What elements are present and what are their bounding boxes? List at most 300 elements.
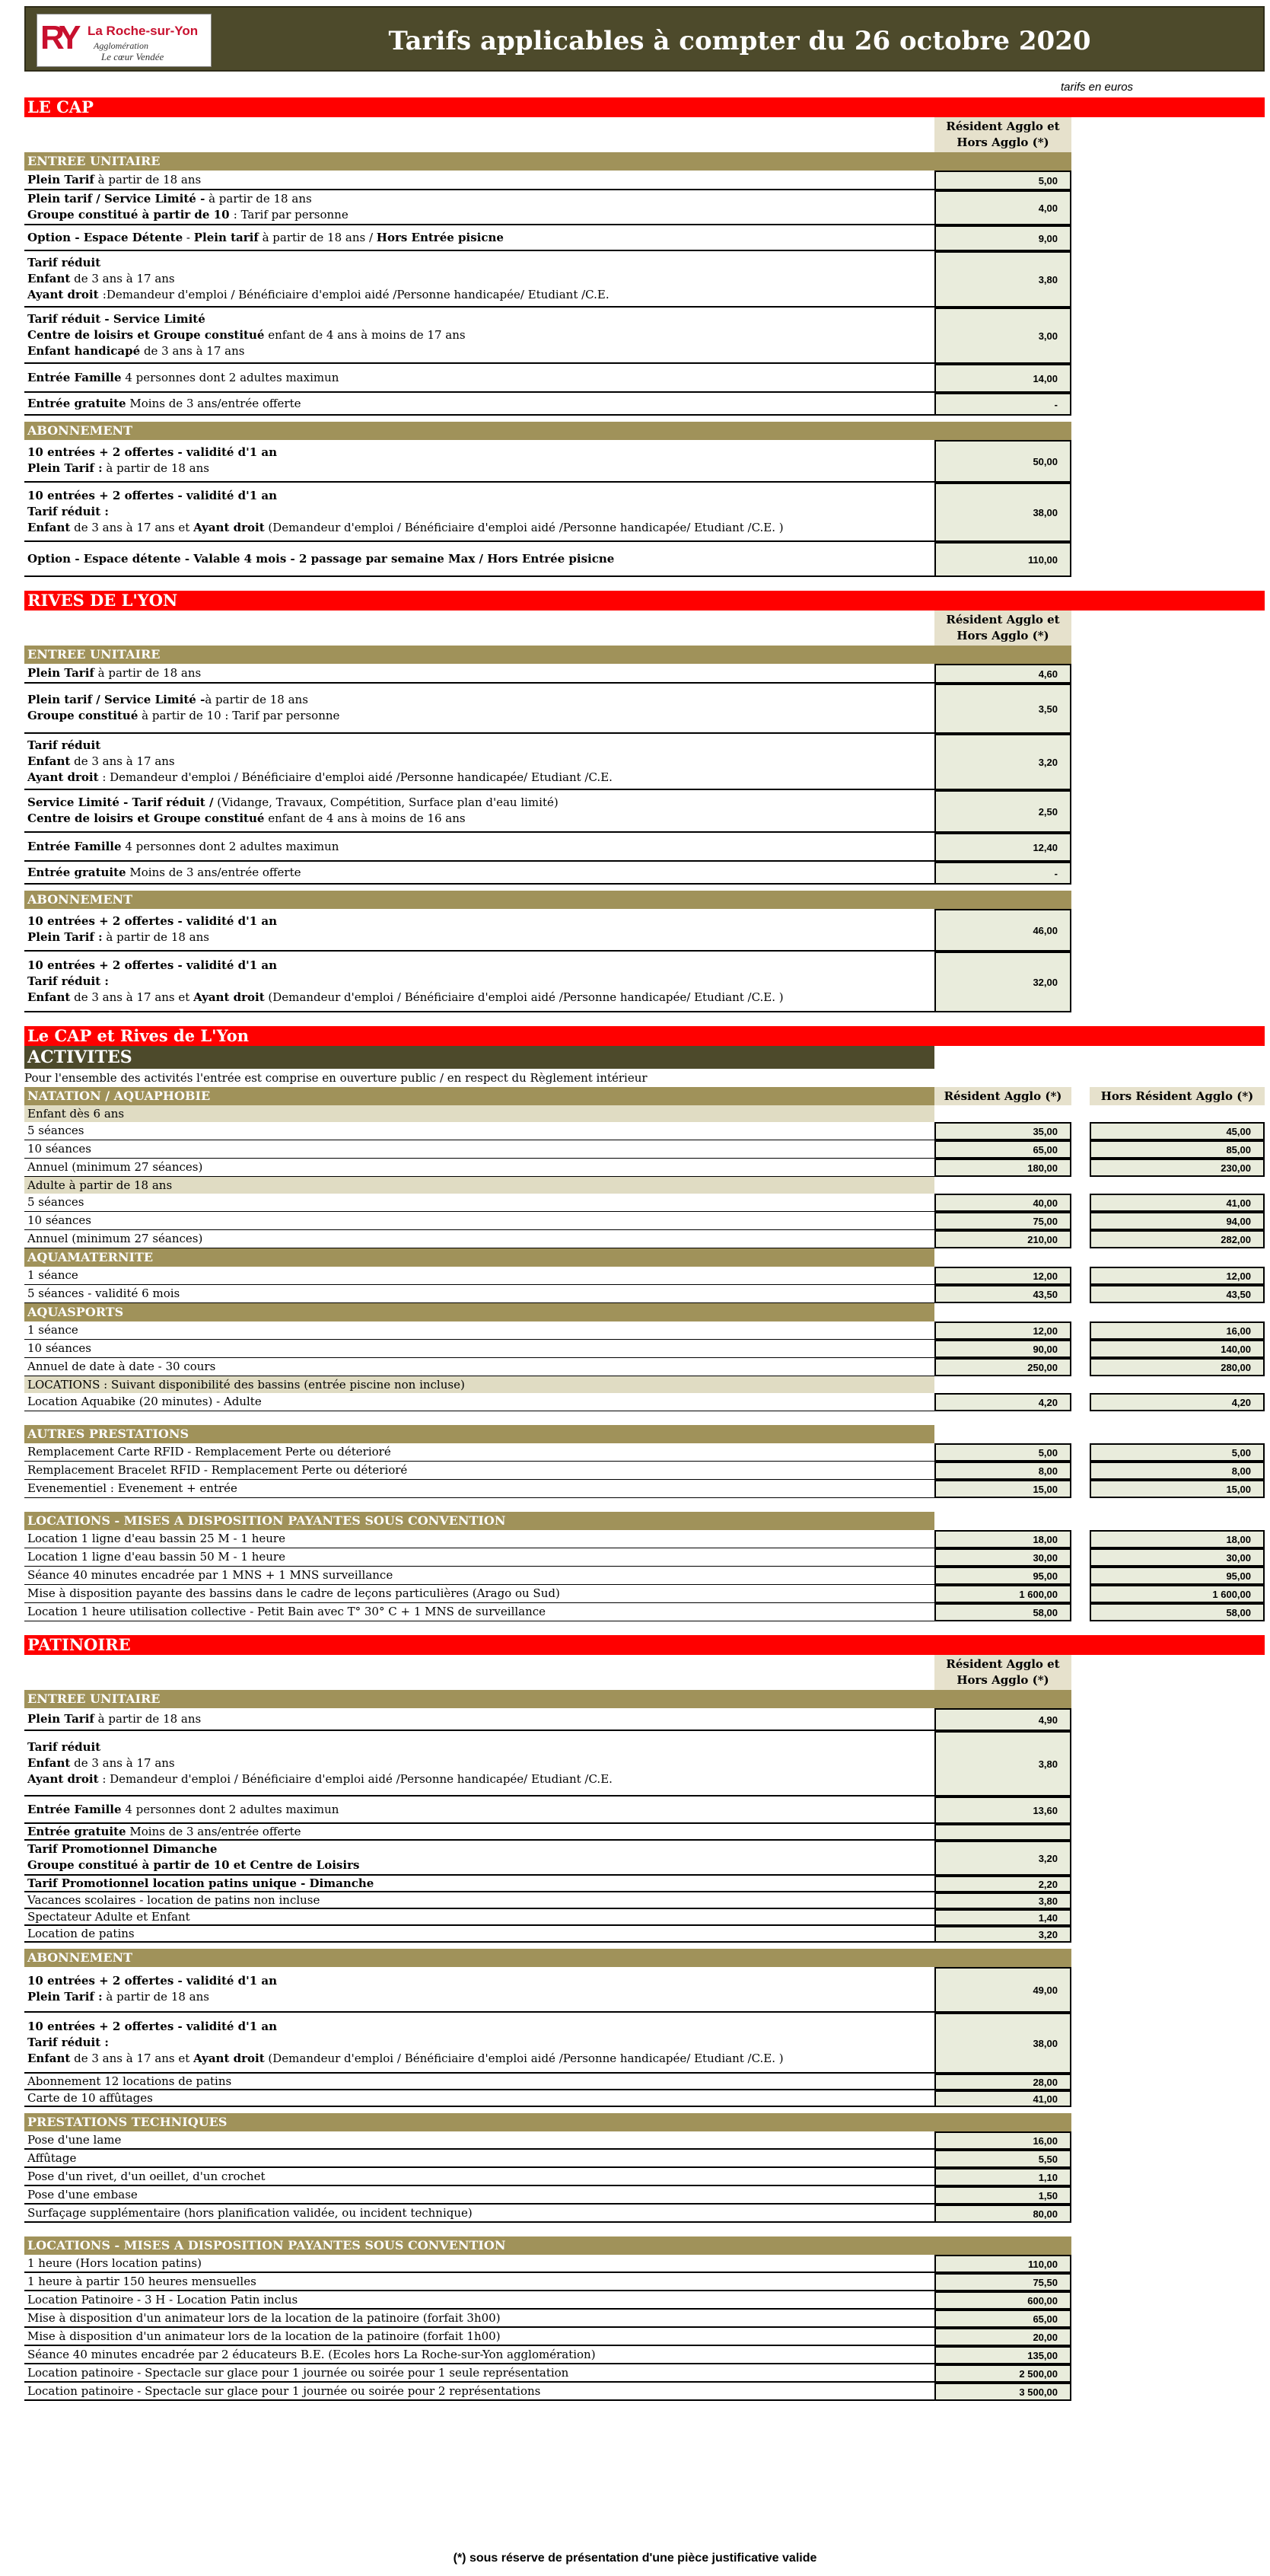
label-strong: Entrée gratuite [27,1824,126,1838]
column-hors-resident: Hors Résident Agglo (*) [1090,1087,1265,1105]
label-strong: Entrée Famille [27,839,122,853]
price-value: - [934,862,1071,885]
price-label [24,909,934,952]
column-resident-both: Résident Agglo et Hors Agglo (*) [934,117,1071,152]
label-text: de 3 ans à 17 ans et [70,520,194,534]
label-text: à partir de 18 ans [94,172,202,187]
label-text: : Tarif par personne [233,208,349,222]
price-row [24,862,1265,885]
price-value: 49,00 [934,1967,1071,2013]
price-row [24,1892,1265,1909]
price-value [934,1824,1071,1841]
activity-label: Annuel (minimum 27 séances) [24,1230,934,1248]
label-text: Carte de 10 affûtages [27,2090,153,2105]
price-label [24,2364,934,2383]
label-strong: Groupe constitué à partir de 10 et Centre de Loisirs [27,1858,360,1872]
price-value: 75,50 [934,2273,1071,2291]
label-strong: Ayant droit [193,2051,265,2065]
price-hors-resident: 1 600,00 [1090,1585,1265,1603]
column-resident-both: Résident Agglo et Hors Agglo (*) [934,611,1071,646]
activity-row [24,1585,1265,1603]
subcategory-label: Adulte à partir de 18 ans [24,1177,934,1194]
price-value: - [934,393,1071,416]
price-hors-resident: 15,00 [1090,1480,1265,1498]
price-label [24,862,934,885]
label-text: à partir de 18 ans [94,1711,202,1726]
activity-label: 5 séances [24,1122,934,1140]
label-text: : Demandeur d'emploi / Bénéficiaire d'emploi aidé /Personne handicapée/ Etudiant /C.E. [98,770,613,784]
activity-row [24,1443,1265,1462]
label-strong: Entrée Famille [27,370,122,384]
activity-label: Remplacement Bracelet RFID - Remplacement Perte ou déterioré [24,1462,934,1480]
price-resident: 18,00 [934,1530,1071,1548]
price-value: 65,00 [934,2310,1071,2328]
price-value: 1,40 [934,1909,1071,1926]
label-strong: Entrée gratuite [27,865,126,879]
label-strong: 10 entrées + 2 offertes - validité d'1 an [27,488,278,502]
price-value: 3,00 [934,308,1071,364]
price-label [24,2328,934,2346]
price-label [24,225,934,251]
label-text: Affûtage [27,2150,77,2165]
activity-label: Location 1 heure utilisation collective - Petit Bain avec T° 30° C + 1 MNS de surveillance [24,1603,934,1621]
price-value: 12,40 [934,833,1071,862]
label-text: Moins de 3 ans/entrée offerte [126,865,301,879]
category-label: NATATION / AQUAPHOBIE [24,1087,934,1105]
price-label [24,664,934,684]
price-row [24,440,1265,483]
price-label [24,2273,934,2291]
footnote: (*) sous réserve de présentation d'une pièce justificative valide [453,2552,817,2565]
price-label [24,1708,934,1731]
label-strong: 10 entrées + 2 offertes - validité d'1 an [27,1974,278,1988]
category-band [24,1087,1265,1105]
category-band-fill [934,2113,1071,2131]
label-strong: Hors Entrée pisicne [376,230,504,244]
section-title: RIVES DE L'YON [24,591,1265,611]
logo-sub: Agglomération [94,40,148,51]
price-row [24,225,1265,251]
subcategory-label: Enfant dès 6 ans [24,1105,934,1122]
price-hors-resident: 94,00 [1090,1212,1265,1230]
activity-label: 10 séances [24,1212,934,1230]
activities-title-row [24,1046,1265,1069]
activity-row [24,1212,1265,1230]
price-label [24,790,934,833]
activity-row [24,1462,1265,1480]
price-resident: 8,00 [934,1462,1071,1480]
price-value: 3,50 [934,684,1071,734]
price-hors-resident: 85,00 [1090,1140,1265,1159]
price-row [24,483,1265,542]
price-label [24,684,934,734]
label-text: : Demandeur d'emploi / Bénéficiaire d'emploi aidé /Personne handicapée/ Etudiant /C.E. [98,1771,613,1786]
price-value: 3,80 [934,1731,1071,1797]
activity-label: 1 séance [24,1267,934,1285]
label-text: Surfaçage supplémentaire (hors planification validée, ou incident technique) [27,2205,473,2220]
price-label [24,364,934,393]
price-hors-resident: 45,00 [1090,1122,1265,1140]
label-text: de 3 ans à 17 ans [140,343,245,358]
label-strong: Enfant [27,271,71,285]
price-label [24,483,934,542]
activity-row [24,1393,1265,1411]
price-label [24,190,934,225]
price-hors-resident: 4,20 [1090,1393,1265,1411]
section-title: LE CAP [24,97,1265,117]
label-strong: Plein Tarif [27,1711,94,1726]
label-text: Abonnement 12 locations de patins [27,2074,232,2088]
price-row [24,171,1265,190]
category-band-fill [934,891,1071,909]
category-label: ENTREE UNITAIRE [24,646,934,664]
price-hors-resident: 43,50 [1090,1285,1265,1303]
activity-row [24,1285,1265,1303]
price-row [24,1797,1265,1824]
price-hors-resident: 12,00 [1090,1267,1265,1285]
label-strong: Tarif réduit : [27,2035,109,2049]
price-label [24,251,934,308]
label-strong: Plein tarif [193,230,259,244]
label-text: enfant de 4 ans à moins de 17 ans [264,327,466,342]
price-hors-resident: 41,00 [1090,1194,1265,1212]
label-text: Séance 40 minutes encadrée par 2 éducateurs B.E. (Ecoles hors La Roche-sur-Yon agglomération) [27,2347,596,2361]
label-strong: Enfant handicapé [27,343,141,358]
price-row [24,1824,1265,1841]
label-text: à partir de 10 : Tarif par personne [138,709,340,722]
price-label [24,1909,934,1926]
label-text: - [183,230,194,244]
price-label [24,2090,934,2107]
label-text: de 3 ans à 17 ans et [70,2051,194,2065]
price-hors-resident: 8,00 [1090,1462,1265,1480]
price-resident: 12,00 [934,1267,1071,1285]
price-value: 3,20 [934,734,1071,790]
label-text: à partir de 18 ans / [258,230,377,244]
price-row [24,1708,1265,1731]
section-title: PATINOIRE [24,1635,1265,1655]
label-text: Location patinoire - Spectacle sur glace pour 1 journée ou soirée pour 1 seule représentation [27,2365,569,2380]
activity-label: Annuel (minimum 27 séances) [24,1159,934,1177]
label-strong: Plein Tarif : [27,1990,103,2004]
price-row [24,2310,1265,2328]
price-row [24,664,1265,684]
price-value: 3,20 [934,1926,1071,1943]
activity-row [24,1340,1265,1358]
label-text: de 3 ans à 17 ans [70,754,175,768]
label-text: Moins de 3 ans/entrée offerte [126,1824,301,1838]
label-text: Spectateur Adulte et Enfant [27,1909,190,1924]
price-label [24,2346,934,2364]
category-band-fill [934,646,1071,664]
label-text: Location Patinoire - 3 H - Location Patin inclus [27,2292,298,2307]
label-strong: Tarif réduit : [27,974,109,988]
label-text: Mise à disposition d'un animateur lors de la location de la patinoire (forfait 1h00) [27,2329,501,2343]
price-row [24,790,1265,833]
price-value: 5,00 [934,171,1071,190]
price-value: 3 500,00 [934,2383,1071,2401]
category-label: PRESTATIONS TECHNIQUES [24,2113,934,2131]
category-label: ABONNEMENT [24,1949,934,1967]
category-band-fill [934,2236,1071,2255]
label-text: Mise à disposition d'un animateur lors de la location de la patinoire (forfait 3h00) [27,2310,501,2325]
activity-row [24,1159,1265,1177]
price-row [24,2131,1265,2150]
price-resident: 15,00 [934,1480,1071,1498]
price-value: 80,00 [934,2205,1071,2223]
price-label [24,2291,934,2310]
price-value: 3,80 [934,251,1071,308]
price-hors-resident: 140,00 [1090,1340,1265,1358]
label-strong: Tarif réduit - Service Limité [27,311,205,326]
price-label [24,1892,934,1909]
price-value: 9,00 [934,225,1071,251]
page-header [24,6,1265,72]
price-resident: 5,00 [934,1443,1071,1462]
label-strong: 10 entrées + 2 offertes - validité d'1 an [27,445,278,459]
price-label [24,2310,934,2328]
price-value: 32,00 [934,952,1071,1012]
label-strong: 10 entrées + 2 offertes - validité d'1 an [27,914,278,928]
category-band-fill [934,1690,1071,1708]
column-resident-both: Résident Agglo et Hors Agglo (*) [934,1655,1071,1690]
label-strong: Ayant droit [27,770,99,784]
label-strong: 10 entrées + 2 offertes - validité d'1 an [27,2019,278,2033]
label-text: 4 personnes dont 2 adultes maximun [121,839,339,853]
price-resident: 58,00 [934,1603,1071,1621]
price-resident: 210,00 [934,1230,1071,1248]
label-text: (Demandeur d'emploi / Bénéficiaire d'emploi aidé /Personne handicapée/ Etudiant /C.E. ) [264,520,784,534]
activity-label: Annuel de date à date - 30 cours [24,1358,934,1376]
label-text: 4 personnes dont 2 adultes maximun [121,1802,339,1816]
activity-row [24,1267,1265,1285]
price-row [24,2383,1265,2401]
price-row [24,190,1265,225]
category-band [24,1248,1265,1267]
label-strong: Ayant droit [27,287,103,301]
label-text: Pose d'un rivet, d'un oeillet, d'un crochet [27,2169,266,2183]
activity-row [24,1122,1265,1140]
label-strong: Enfant [27,990,71,1004]
price-value: 2,20 [934,1876,1071,1892]
label-strong: 10 entrées + 2 offertes - validité d'1 an [27,958,278,972]
activity-row [24,1603,1265,1621]
category-label: AUTRES PRESTATIONS [24,1425,934,1443]
price-value: 2 500,00 [934,2364,1071,2383]
label-strong: Plein tarif / Service Limité - [27,693,205,706]
price-label [24,2150,934,2168]
price-row [24,251,1265,308]
price-row [24,2346,1265,2364]
price-label [24,440,934,483]
category-label: LOCATIONS - MISES A DISPOSITION PAYANTES SOUS CONVENTION [24,2236,934,2255]
price-hors-resident: 58,00 [1090,1603,1265,1621]
price-value: 5,50 [934,2150,1071,2168]
category-label: LOCATIONS - MISES A DISPOSITION PAYANTES SOUS CONVENTION [24,1512,934,1530]
price-row [24,2291,1265,2310]
category-band [24,422,1265,440]
activity-label: Séance 40 minutes encadrée par 1 MNS + 1 MNS surveillance [24,1567,934,1585]
price-row [24,2090,1265,2107]
price-value: 46,00 [934,909,1071,952]
section-title: Le CAP et Rives de L'Yon [24,1026,1265,1046]
category-band [24,1425,1265,1443]
label-text: Moins de 3 ans/entrée offerte [126,396,301,410]
label-text: à partir de 18 ans [102,1990,209,2004]
price-label [24,2074,934,2090]
price-label [24,1731,934,1797]
price-row [24,1909,1265,1926]
label-strong: Tarif réduit [27,1739,101,1754]
price-label [24,308,934,364]
label-text: Location de patins [27,1926,135,1940]
label-strong: Enfant [27,520,71,534]
label-strong: Tarif réduit : [27,504,109,518]
activity-row [24,1567,1265,1585]
price-row [24,2255,1265,2273]
label-strong: Plein Tarif [27,665,94,680]
price-row [24,1876,1265,1892]
category-label: AQUAMATERNITE [24,1248,934,1267]
price-row [24,2273,1265,2291]
label-text: :Demandeur d'emploi / Bénéficiaire d'emploi aidé /Personne handicapée/ Etudiant /C.E. [102,287,610,301]
price-label [24,1967,934,2013]
label-text: de 3 ans à 17 ans [70,271,175,285]
price-row [24,1967,1265,2013]
subcategory-row [24,1177,1265,1194]
price-value: 4,60 [934,664,1071,684]
price-row [24,909,1265,952]
column-header-row [24,611,1265,646]
price-value: 38,00 [934,2013,1071,2074]
price-resident: 30,00 [934,1548,1071,1567]
price-hors-resident: 230,00 [1090,1159,1265,1177]
activity-label: Mise à disposition payante des bassins dans le cadre de leçons particulières (Arago ou Sud) [24,1585,934,1603]
price-label [24,393,934,416]
label-strong: Centre de loisirs et Groupe constitué [27,327,265,342]
label-strong: Tarif réduit [27,255,101,269]
activity-label: Location 1 ligne d'eau bassin 50 M - 1 heure [24,1548,934,1567]
activity-row [24,1548,1265,1567]
price-row [24,2328,1265,2346]
activity-row [24,1480,1265,1498]
label-text: 1 heure (Hors location patins) [27,2256,202,2270]
label-text: à partir de 18 ans [205,693,308,706]
label-strong: Plein Tarif : [27,930,103,944]
price-row [24,833,1265,862]
price-resident: 43,50 [934,1285,1071,1303]
label-strong: Plein Tarif [27,172,94,187]
column-header-row [24,117,1265,152]
label-strong: Tarif Promotionnel location patins unique - Dimanche [27,1876,374,1890]
price-label [24,2255,934,2273]
label-text: de 3 ans à 17 ans et [70,990,194,1004]
label-strong: Groupe constitué à partir de 10 [27,208,234,222]
label-strong: Centre de loisirs et Groupe constitué [27,811,265,825]
label-text: enfant de 4 ans à moins de 16 ans [264,811,466,825]
price-label [24,734,934,790]
price-value: 20,00 [934,2328,1071,2346]
price-row [24,308,1265,364]
category-band [24,646,1265,664]
price-label [24,2186,934,2205]
price-row [24,1731,1265,1797]
price-label [24,2131,934,2150]
activity-label: 5 séances - validité 6 mois [24,1285,934,1303]
price-resident: 250,00 [934,1358,1071,1376]
price-label [24,2168,934,2186]
price-row [24,684,1265,734]
price-value: 16,00 [934,2131,1071,2150]
label-strong: Tarif réduit [27,738,101,752]
price-value: 28,00 [934,2074,1071,2090]
price-row [24,2205,1265,2223]
price-row [24,2150,1265,2168]
activity-label: Evenementiel : Evenement + entrée [24,1480,934,1498]
category-label: AQUASPORTS [24,1303,934,1321]
price-resident: 40,00 [934,1194,1071,1212]
price-label [24,952,934,1012]
category-label: ABONNEMENT [24,891,934,909]
subcategory-row [24,1376,1265,1393]
label-text: à partir de 18 ans [205,192,312,206]
price-row [24,2364,1265,2383]
logo-mark: RY [40,19,77,56]
price-row [24,2074,1265,2090]
activity-row [24,1194,1265,1212]
price-hors-resident: 95,00 [1090,1567,1265,1585]
currency-note: tarifs en euros [1061,81,1134,94]
price-label [24,1841,934,1876]
activity-label: Remplacement Carte RFID - Remplacement Perte ou déterioré [24,1443,934,1462]
category-band-fill [934,152,1071,171]
price-value: 1,50 [934,2186,1071,2205]
price-value: 135,00 [934,2346,1071,2364]
price-value: 13,60 [934,1797,1071,1824]
label-strong: Enfant [27,754,71,768]
activity-label: 10 séances [24,1140,934,1159]
price-row [24,542,1265,577]
label-strong: Entrée Famille [27,1802,122,1816]
price-row [24,952,1265,1012]
price-hors-resident: 280,00 [1090,1358,1265,1376]
price-row [24,1841,1265,1876]
category-band [24,1690,1265,1708]
price-value: 110,00 [934,542,1071,577]
label-strong: Tarif Promotionnel Dimanche [27,1842,218,1856]
price-value: 2,50 [934,790,1071,833]
label-strong: Plein tarif / Service Limité - [27,192,205,206]
label-strong: Ayant droit [193,990,265,1004]
label-text: Location patinoire - Spectacle sur glace pour 1 journée ou soirée pour 2 représentations [27,2383,541,2398]
label-strong: Enfant [27,1755,71,1770]
price-label [24,542,934,577]
category-label: ENTREE UNITAIRE [24,152,934,171]
price-label [24,171,934,190]
price-label [24,2205,934,2223]
price-label [24,1926,934,1943]
price-resident: 95,00 [934,1567,1071,1585]
price-label [24,2383,934,2401]
price-hors-resident: 16,00 [1090,1321,1265,1340]
label-strong: Plein Tarif : [27,461,103,475]
category-band [24,1512,1265,1530]
activity-row [24,1530,1265,1548]
price-value: 3,80 [934,1892,1071,1909]
price-row [24,364,1265,393]
price-value: 110,00 [934,2255,1071,2273]
label-strong: Enfant [27,2051,71,2065]
